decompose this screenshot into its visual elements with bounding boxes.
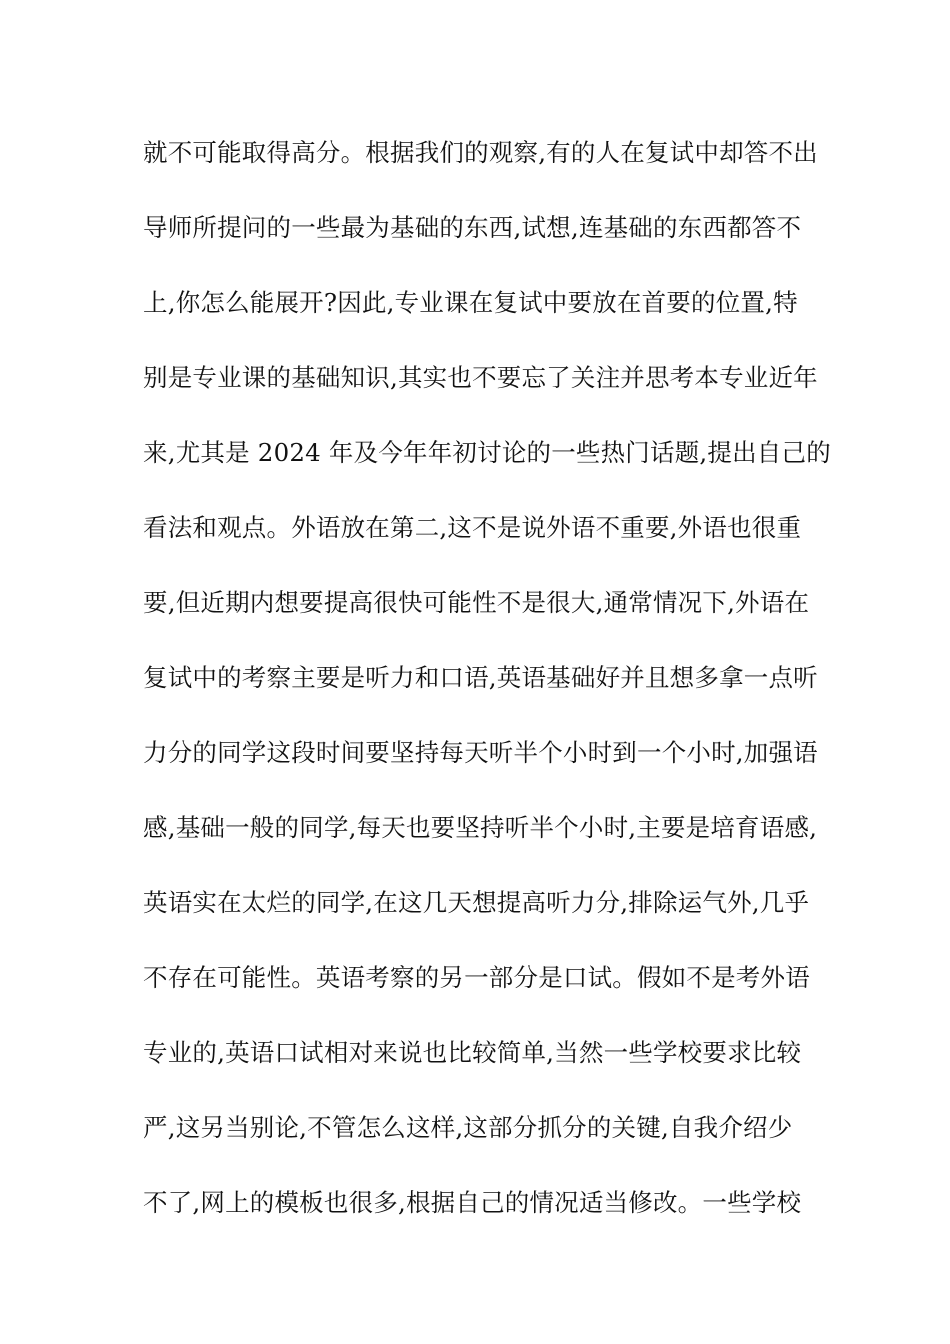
- text-line-12: 不存在可能性。英语考察的另一部分是口试。假如不是考外语: [143, 963, 810, 992]
- text-line-10: 感,基础一般的同学,每天也要坚持听半个小时,主要是培育语感,: [143, 813, 818, 842]
- body-text: [143, 133, 831, 1258]
- text-line-11: 英语实在太烂的同学,在这几天想提高听力分,排除运气外,几乎: [143, 888, 810, 917]
- text-line-5: 来,尤其是 2024 年及今年年初讨论的一些热门话题,提出自己的: [143, 438, 831, 467]
- text-line-7: 要,但近期内想要提高很快可能性不是很大,通常情况下,外语在: [143, 588, 810, 617]
- text-line-15: 不了,网上的模板也很多,根据自己的情况适当修改。一些学校: [143, 1188, 802, 1217]
- text-line-4: 别是专业课的基础知识,其实也不要忘了关注并思考本专业近年: [143, 363, 818, 392]
- text-line-14: 严,这另当别论,不管怎么这样,这部分抓分的关键,自我介绍少: [143, 1113, 793, 1142]
- text-line-1: 就不可能取得高分。根据我们的观察,有的人在复试中却答不出: [143, 138, 818, 167]
- text-line-2: 导师所提问的一些最为基础的东西,试想,连基础的东西都答不: [143, 213, 802, 242]
- text-line-8: 复试中的考察主要是听力和口语,英语基础好并且想多拿一点听: [143, 663, 818, 692]
- text-line-13: 专业的,英语口试相对来说也比较简单,当然一些学校要求比较: [143, 1038, 802, 1067]
- text-line-9: 力分的同学这段时间要坚持每天听半个小时到一个小时,加强语: [143, 738, 818, 767]
- text-line-3: 上,你怎么能展开?因此,专业课在复试中要放在首要的位置,特: [143, 288, 798, 317]
- text-line-6: 看法和观点。外语放在第二,这不是说外语不重要,外语也很重: [143, 513, 802, 542]
